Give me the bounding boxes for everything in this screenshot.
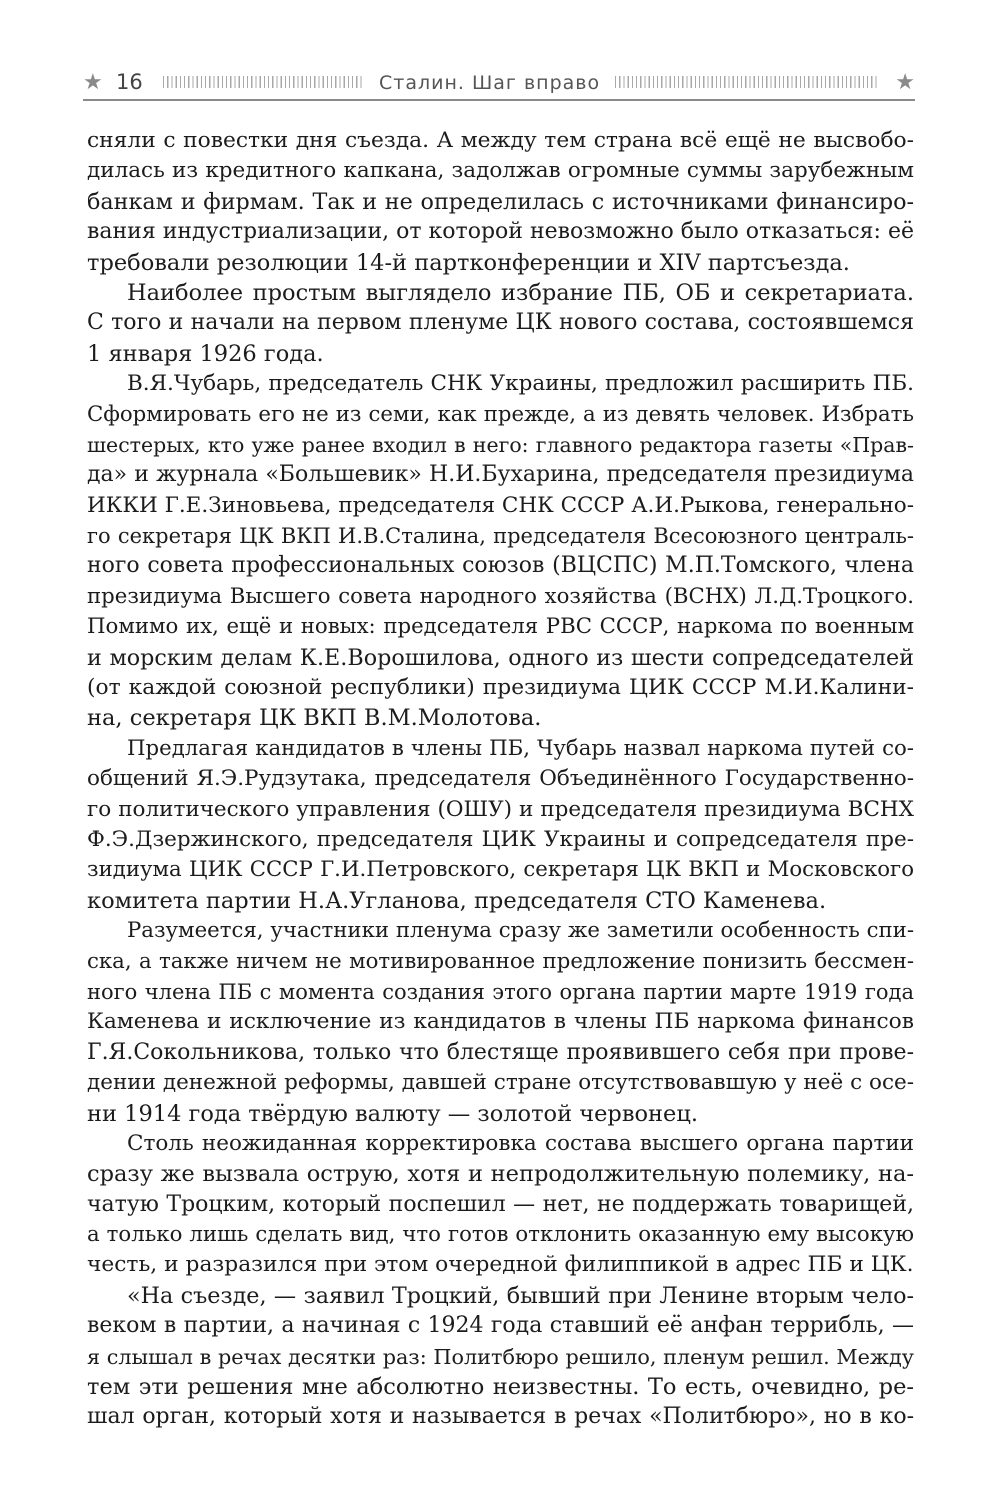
text-line: комитета партии Н.А.Угланова, председателя СТО Каменева. xyxy=(87,887,827,914)
text-line: 1 января 1926 года. xyxy=(87,340,324,367)
text-line: Столь неожиданная корректировка состава высшего органа партии xyxy=(127,1130,914,1156)
text-line: го политического управления (ОШУ) и председателя президиума ВСНХ xyxy=(87,796,914,822)
text-line: тем эти решения мне абсолютно неизвестны. То есть, очевидно, ре- xyxy=(87,1374,914,1401)
text-line: я слышал в речах десятки раз: Политбюро решило, пленум решил. Между xyxy=(87,1344,914,1369)
text-line: и морским делам К.Е.Ворошилова, одного из шести сопредседателей xyxy=(87,644,914,671)
text-line: веком в партии, а начиная с 1924 года ставший её анфан террибль, — xyxy=(87,1313,914,1339)
text-line: ного совета профессиональных союзов (ВЦСПС) М.П.Томского, члена xyxy=(87,553,914,579)
text-line: Разумеется, участники пленума сразу же заметили особенность спи- xyxy=(127,918,914,944)
text-line: ска, а также ничем не мотивированное предложение понизить бессмен- xyxy=(87,948,914,974)
decorative-ticks-right xyxy=(615,76,877,88)
header-rule xyxy=(83,99,915,101)
text-line: а только лишь сделать вид, что готов отклонить оказанную ему высокую xyxy=(87,1222,914,1248)
star-icon: ★ xyxy=(895,70,915,95)
text-line: шестерых, кто уже ранее входил в него: главного редактора газеты «Прав- xyxy=(87,432,914,457)
text-line: С того и начали на первом пленуме ЦК нового состава, состоявшемся xyxy=(87,310,914,336)
text-line: Предлагая кандидатов в члены ПБ, Чубарь назвал наркома путей со- xyxy=(127,735,914,761)
text-line: Г.Я.Сокольникова, только что блестяще проявившего себя при прове- xyxy=(87,1039,914,1065)
text-line: вания индустриализации, от которой невозможно было отказаться: её xyxy=(87,219,914,245)
text-line: Сформировать его не из семи, как прежде, а из девять человек. Избрать xyxy=(87,401,914,427)
text-line: ИККИ Г.Е.Зиновьева, председателя СНК СССР А.И.Рыкова, генерально- xyxy=(87,492,914,518)
star-icon: ★ xyxy=(83,70,103,95)
text-line: дилась из кредитного капкана, задолжав огромные суммы зарубежным xyxy=(87,158,914,184)
text-line: общений Я.Э.Рудзутака, председателя Объединённого Государственно- xyxy=(87,766,914,792)
text-line: дении денежной реформы, давшей стране отсутствовавшую у неё с осе- xyxy=(87,1070,914,1096)
page-number: 16 xyxy=(116,70,143,94)
text-line: Наиболее простым выглядело избрание ПБ, ОБ и секретариата. xyxy=(127,279,914,306)
text-line: требовали резолюции 14-й партконференции и XIV партсъезда. xyxy=(87,249,850,276)
text-line: «На съезде, — заявил Троцкий, бывший при Ленине вторым чело- xyxy=(127,1282,914,1309)
text-line: ного члена ПБ с момента создания этого органа партии марте 1919 года xyxy=(87,979,914,1004)
text-line: сразу же вызвала острую, хотя и непродолжительную полемику, на- xyxy=(87,1161,914,1188)
text-line: да» и журнала «Большевик» Н.И.Бухарина, председателя президиума xyxy=(87,462,914,488)
text-line: го секретаря ЦК ВКП И.В.Сталина, председателя Всесоюзного централь- xyxy=(87,524,914,549)
text-line: на, секретаря ЦК ВКП В.М.Молотова. xyxy=(87,705,542,732)
running-head xyxy=(83,68,915,100)
text-line: шал орган, который хотя и называется в речах «Политбюро», но в ко- xyxy=(87,1404,914,1430)
text-line: зидиума ЦИК СССР Г.И.Петровского, секретаря ЦК ВКП и Московского xyxy=(87,857,914,883)
text-line: чатую Троцким, который поспешил — нет, не поддержать товарищей, xyxy=(87,1191,914,1217)
text-line: В.Я.Чубарь, председатель СНК Украины, предложил расширить ПБ. xyxy=(127,371,914,397)
text-line: (от каждой союзной республики) президиума ЦИК СССР М.И.Калини- xyxy=(87,675,914,701)
text-line: сняли с повестки дня съезда. А между тем страна всё ещё не высвобо- xyxy=(87,128,914,153)
text-line: президиума Высшего совета народного хозяйства (ВСНХ) Л.Д.Троцкого. xyxy=(87,583,914,609)
running-title: Сталин. Шаг вправо xyxy=(379,72,601,94)
text-line: ни 1914 года твёрдую валюту — золотой червонец. xyxy=(87,1100,698,1127)
body-text xyxy=(87,126,914,1433)
text-line: Каменева и исключение из кандидатов в члены ПБ наркома финансов xyxy=(87,1009,914,1035)
text-line: банкам и фирмам. Так и не определилась с источниками финансиро- xyxy=(87,188,914,215)
text-line: Ф.Э.Дзержинского, председателя ЦИК Украины и сопредседателя пре- xyxy=(87,826,914,852)
text-line: Помимо их, ещё и новых: председателя РВС СССР, наркома по военным xyxy=(87,614,914,640)
decorative-ticks-left xyxy=(163,76,363,88)
text-line: честь, и разразился при этом очередной филиппикой в адрес ПБ и ЦК. xyxy=(87,1252,914,1278)
